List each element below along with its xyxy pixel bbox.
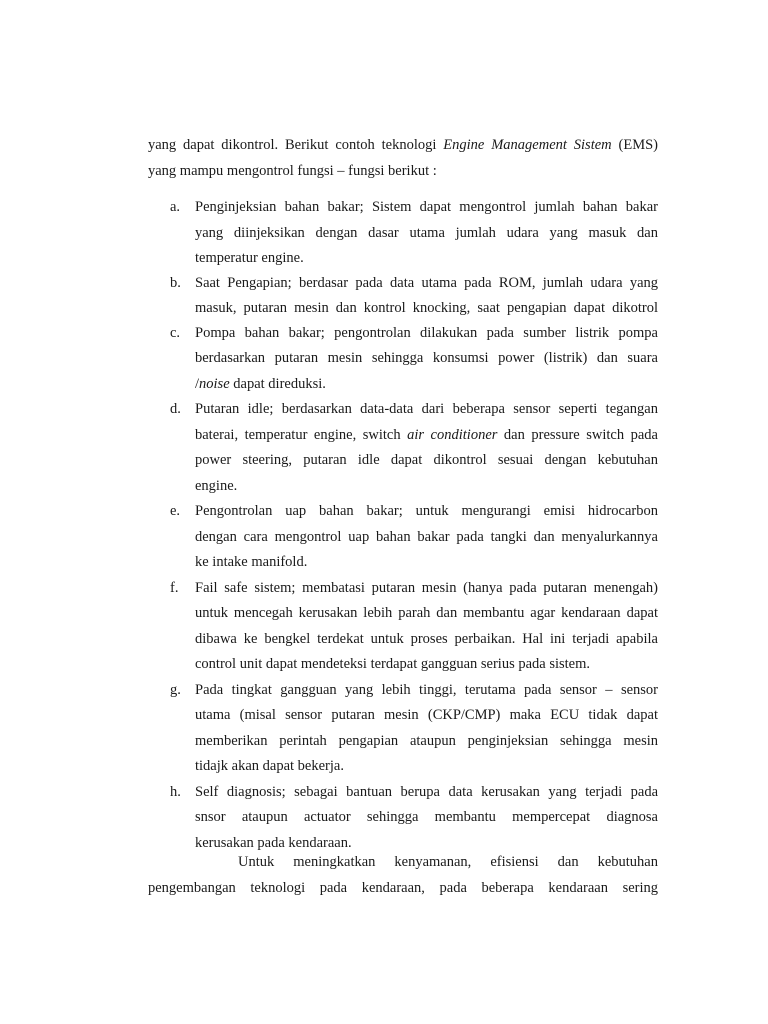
list-item-c bbox=[148, 321, 658, 398]
ems-function-list bbox=[148, 195, 658, 856]
list-line: /noise dapat direduksi. bbox=[195, 375, 326, 392]
list-marker: e. bbox=[170, 503, 181, 519]
list-item-e bbox=[148, 499, 658, 576]
list-marker: h. bbox=[170, 783, 181, 800]
intro-line-1: yang dapat dikontrol. Berikut contoh teknologi Engine Management Sistem (EMS) bbox=[148, 137, 658, 153]
list-line: engine. bbox=[195, 477, 238, 494]
list-item-b bbox=[148, 271, 658, 322]
list-marker: f. bbox=[170, 579, 179, 596]
intro-line-2: yang mampu mengontrol fungsi – fungsi berikut : bbox=[148, 162, 437, 179]
intro-paragraph bbox=[148, 133, 658, 184]
list-line: power steering, putaran idle dapat dikontrol sesuai dengan kebutuhan bbox=[195, 452, 658, 468]
list-marker: b. bbox=[170, 274, 181, 291]
list-line: ke intake manifold. bbox=[195, 554, 308, 570]
list-line: dengan cara mengontrol uap bahan bakar pada tangki dan menyalurkannya bbox=[195, 528, 658, 545]
list-line: untuk mencegah kerusakan lebih parah dan membantu agar kendaraan dapat bbox=[195, 605, 658, 621]
list-line: Fail safe sistem; membatasi putaran mesin (hanya pada putaran menengah) bbox=[195, 579, 658, 596]
list-marker: a. bbox=[170, 199, 181, 215]
list-line: Saat Pengapian; berdasar pada data utama pada ROM, jumlah udara yang bbox=[195, 274, 658, 291]
list-line: Self diagnosis; sebagai bantuan berupa data kerusakan yang terjadi pada bbox=[195, 783, 658, 800]
list-item-a bbox=[148, 195, 658, 272]
list-line: kerusakan pada kendaraan. bbox=[195, 834, 352, 851]
closing-paragraph bbox=[148, 850, 658, 901]
list-line: snsor ataupun actuator sehingga membantu mempercepat diagnosa bbox=[195, 809, 658, 825]
list-line: baterai, temperatur engine, switch air conditioner dan pressure switch pada bbox=[195, 426, 658, 443]
list-line: Pompa bahan bakar; pengontrolan dilakukan pada sumber listrik pompa bbox=[195, 324, 658, 341]
list-line: Pada tingkat gangguan yang lebih tinggi, terutama pada sensor – sensor bbox=[195, 681, 658, 698]
list-line: Pengontrolan uap bahan bakar; untuk mengurangi emisi hidrocarbon bbox=[195, 503, 658, 519]
list-line: Penginjeksian bahan bakar; Sistem dapat mengontrol jumlah bahan bakar bbox=[195, 199, 658, 215]
closing-line-1: Untuk meningkatkan kenyamanan, efisiensi dan kebutuhan bbox=[238, 854, 658, 870]
list-marker: c. bbox=[170, 324, 181, 341]
list-line: dibawa ke bengkel terdekat untuk proses perbaikan. Hal ini terjadi apabila bbox=[195, 630, 658, 647]
list-marker: g. bbox=[170, 681, 181, 698]
list-line: yang diinjeksikan dengan dasar utama jumlah udara yang masuk dan bbox=[195, 224, 658, 241]
list-line: memberikan perintah pengapian ataupun penginjeksian sehingga mesin bbox=[195, 732, 658, 749]
list-line: utama (misal sensor putaran mesin (CKP/CMP) maka ECU tidak dapat bbox=[195, 707, 658, 723]
list-line: tidajk akan dapat bekerja. bbox=[195, 758, 344, 774]
list-marker: d. bbox=[170, 401, 181, 417]
list-line: temperatur engine. bbox=[195, 250, 304, 266]
list-line: masuk, putaran mesin dan kontrol knocking, saat pengapian dapat dikotrol bbox=[195, 300, 658, 316]
list-line: control unit dapat mendeteksi terdapat gangguan serius pada sistem. bbox=[195, 656, 591, 672]
list-item-d bbox=[148, 397, 658, 499]
list-item-g bbox=[148, 678, 658, 780]
list-item-h bbox=[148, 780, 658, 857]
list-line: Putaran idle; berdasarkan data-data dari beberapa sensor seperti tegangan bbox=[195, 401, 658, 417]
closing-line-2: pengembangan teknologi pada kendaraan, pada beberapa kendaraan sering bbox=[148, 879, 658, 896]
list-item-f bbox=[148, 576, 658, 678]
list-line: berdasarkan putaran mesin sehingga konsumsi power (listrik) dan suara bbox=[195, 350, 658, 366]
intro-emphasis: Engine Management Sistem bbox=[443, 137, 612, 153]
